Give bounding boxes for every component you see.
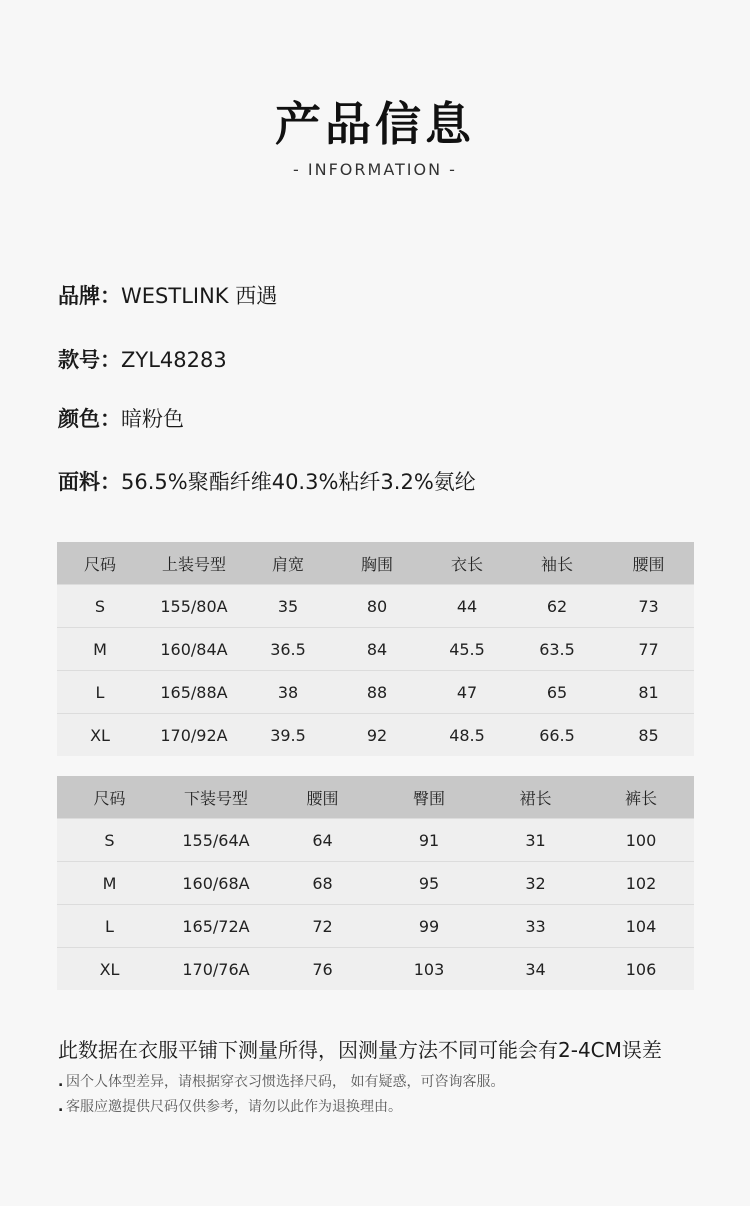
page-title: 产品信息 [275, 97, 475, 151]
table-cell: M [57, 628, 143, 671]
table-cell: 170/92A [143, 714, 245, 757]
table-cell: 106 [588, 948, 694, 991]
table-row [57, 585, 694, 628]
info-value: 暗粉色 [121, 407, 184, 431]
table-cell: 63.5 [511, 628, 603, 671]
table-cell: 88 [331, 671, 423, 714]
table-cell: 76 [270, 948, 375, 991]
table-cell: 165/88A [143, 671, 245, 714]
info-value: WESTLINK 西遇 [121, 284, 278, 308]
table-cell: 44 [423, 585, 511, 628]
info-style-number [58, 344, 227, 374]
page-subtitle: - INFORMATION - [293, 160, 457, 179]
table-cell: 155/80A [143, 585, 245, 628]
table-cell: 68 [270, 862, 375, 905]
table-cell: 155/64A [162, 819, 270, 862]
table-cell: 66.5 [511, 714, 603, 757]
table-cell: 38 [245, 671, 331, 714]
table-header-cell: 尺码 [57, 542, 143, 585]
table-header-cell: 肩宽 [245, 542, 331, 585]
table-cell: 39.5 [245, 714, 331, 757]
table-cell: 84 [331, 628, 423, 671]
table-cell: 80 [331, 585, 423, 628]
info-label: 颜色： [58, 407, 121, 431]
table-header-cell: 尺码 [57, 776, 162, 819]
table-cell: L [57, 671, 143, 714]
note-item [58, 1071, 504, 1091]
table-cell: 91 [375, 819, 483, 862]
table-cell: 32 [483, 862, 588, 905]
table-row [57, 628, 694, 671]
table-header-cell: 裙长 [483, 776, 588, 819]
info-value: ZYL48283 [121, 348, 227, 372]
table-cell: XL [57, 948, 162, 991]
table-cell: 36.5 [245, 628, 331, 671]
info-value: 56.5%聚酯纤维40.3%粘纤3.2%氨纶 [121, 470, 476, 494]
table-cell: L [57, 905, 162, 948]
table-row [57, 905, 694, 948]
table-cell: 170/76A [162, 948, 270, 991]
info-color [58, 403, 184, 433]
table-header-cell: 臀围 [375, 776, 483, 819]
info-brand [58, 280, 277, 310]
info-label: 品牌： [58, 284, 121, 308]
table-header-cell: 腰围 [270, 776, 375, 819]
table-cell: 45.5 [423, 628, 511, 671]
table-header-cell: 上装号型 [143, 542, 245, 585]
table-row [57, 671, 694, 714]
bottom-size-table [57, 776, 694, 990]
note-item [58, 1096, 402, 1116]
table-cell: 160/68A [162, 862, 270, 905]
table-cell: 48.5 [423, 714, 511, 757]
table-cell: 99 [375, 905, 483, 948]
table-cell: 165/72A [162, 905, 270, 948]
table-header-cell: 裤长 [588, 776, 694, 819]
table-cell: 47 [423, 671, 511, 714]
table-cell: 92 [331, 714, 423, 757]
table-cell: 81 [603, 671, 694, 714]
measurement-note: 此数据在衣服平铺下测量所得，因测量方法不同可能会有2-4CM误差 [58, 1038, 662, 1062]
table-cell: M [57, 862, 162, 905]
table-cell: 160/84A [143, 628, 245, 671]
note-text: 客服应邀提供尺码仅供参考，请勿以此作为退换理由。 [66, 1099, 402, 1115]
table-cell: XL [57, 714, 143, 757]
table-header-row [57, 542, 694, 585]
top-size-table [57, 542, 694, 756]
table-cell: 64 [270, 819, 375, 862]
table-header-cell: 衣长 [423, 542, 511, 585]
info-label: 面料： [58, 470, 121, 494]
table-header-cell: 胸围 [331, 542, 423, 585]
table-cell: 73 [603, 585, 694, 628]
table-cell: 34 [483, 948, 588, 991]
table-cell: 35 [245, 585, 331, 628]
table-row [57, 714, 694, 757]
table-row [57, 819, 694, 862]
table-cell: 103 [375, 948, 483, 991]
table-cell: 33 [483, 905, 588, 948]
table-row [57, 948, 694, 991]
table-cell: 95 [375, 862, 483, 905]
table-cell: 72 [270, 905, 375, 948]
table-cell: 31 [483, 819, 588, 862]
info-label: 款号： [58, 348, 121, 372]
table-cell: 104 [588, 905, 694, 948]
table-cell: S [57, 819, 162, 862]
bullet-dot-icon: . [58, 1074, 64, 1090]
info-fabric [58, 466, 476, 496]
table-cell: 100 [588, 819, 694, 862]
table-header-cell: 袖长 [511, 542, 603, 585]
table-cell: 77 [603, 628, 694, 671]
table-cell: 62 [511, 585, 603, 628]
table-cell: 85 [603, 714, 694, 757]
bullet-dot-icon: . [58, 1099, 64, 1115]
table-header-cell: 腰围 [603, 542, 694, 585]
note-text: 因个人体型差异，请根据穿衣习惯选择尺码， 如有疑惑，可咨询客服。 [66, 1074, 505, 1090]
table-header-row [57, 776, 694, 819]
table-cell: 65 [511, 671, 603, 714]
table-cell: 102 [588, 862, 694, 905]
table-header-cell: 下装号型 [162, 776, 270, 819]
table-cell: S [57, 585, 143, 628]
table-row [57, 862, 694, 905]
